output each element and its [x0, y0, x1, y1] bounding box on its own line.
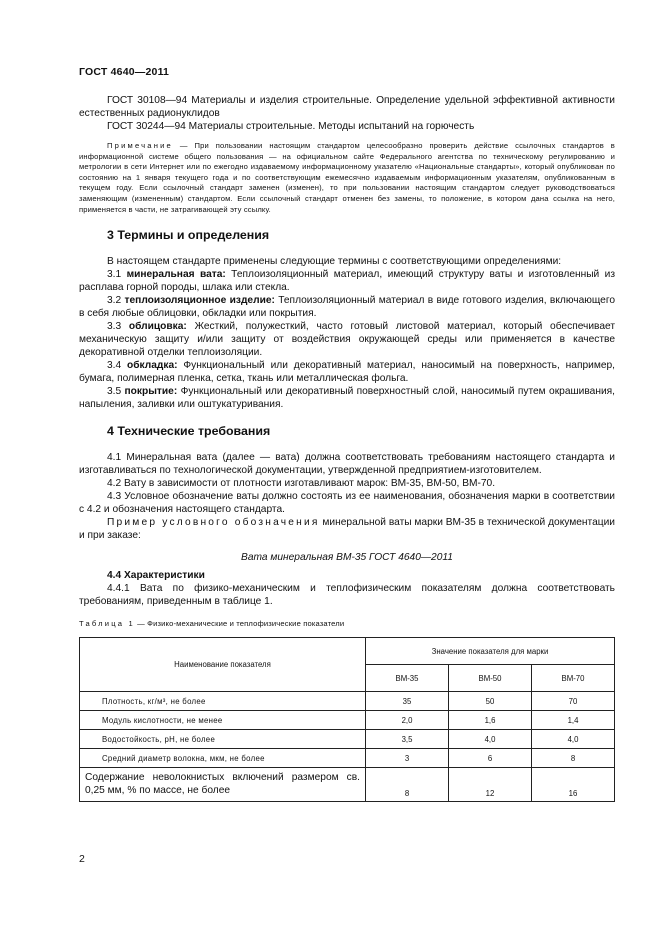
term-name: облицовка:: [128, 321, 187, 333]
table-row: [80, 692, 615, 711]
term-number: 3.4: [107, 360, 128, 372]
note-label: Примечание: [107, 141, 173, 150]
reference-note: [79, 141, 615, 215]
row-indicator-name: Модуль кислотности, не менее: [80, 711, 366, 730]
row-value: 3: [366, 749, 449, 768]
clause-4-3: 4.3 Условное обозначение ваты должно состоять из ее наименования, обозначения марки в соответствии с 4.2 и обозначения настоящего стандарта.: [79, 491, 615, 516]
row-value: 1,4: [532, 711, 615, 730]
row-value: 16: [532, 768, 615, 802]
subsection-4-4-heading: 4.4 Характеристики: [107, 570, 205, 582]
clause-4-4-1: 4.4.1 Вата по физико-механическим и теплофизическим показателям должна соответствовать требованиям, приведенным в таблице 1.: [79, 583, 615, 608]
table-header-mark: ВМ-35: [366, 665, 449, 692]
term-definition-text: Теплоизоляционный материал в виде готового изделия, включающего в себя любые облицовки, обкладки или покрытия.: [79, 295, 615, 320]
term-definition: [79, 268, 615, 294]
row-value: 2,0: [366, 711, 449, 730]
reference-item: ГОСТ 30108—94 Материалы и изделия строительные. Определение удельной эффективной активности естественных радионуклидов: [79, 95, 615, 119]
reference-item: ГОСТ 30244—94 Материалы строительные. Методы испытаний на горючесть: [107, 121, 475, 132]
row-value: 35: [366, 692, 449, 711]
table-header-value-group: Значение показателя для марки: [366, 638, 615, 665]
example-paragraph: [79, 516, 615, 542]
clause-4-2: 4.2 Вату в зависимости от плотности изготавливают марок: ВМ-35, ВМ-50, ВМ-70.: [107, 478, 496, 490]
row-indicator-name: Водостойкость, pH, не более: [80, 730, 366, 749]
table-header-mark: ВМ-70: [532, 665, 615, 692]
table-caption-label: Таблица 1: [79, 619, 135, 629]
section-4-heading: 4 Технические требования: [107, 424, 271, 439]
term-number: 3.5: [107, 386, 125, 398]
term-name: покрытие:: [124, 386, 178, 398]
row-indicator-name: Плотность, кг/м³, не более: [80, 692, 366, 711]
table-row: [80, 768, 615, 802]
table-row: [80, 749, 615, 768]
table-caption: [79, 619, 615, 629]
row-value: 3,5: [366, 730, 449, 749]
row-value: 50: [449, 692, 532, 711]
term-definition-text: Жесткий, полужесткий, часто готовый листовой материал, который обеспечивает механическую защиту и/или защиту от воздействия окружающей среды или применяется в качестве декоративной отделки теплоизоляции.: [79, 321, 615, 359]
row-indicator-name: Содержание неволокнистых включений размером св. 0,25 мм, % по массе, не более: [80, 768, 366, 802]
term-number: 3.1: [107, 269, 127, 281]
term-definition: [79, 385, 615, 411]
properties-table: [79, 637, 615, 802]
table-row: [80, 711, 615, 730]
term-name: теплоизоляционное изделие:: [124, 295, 275, 307]
term-definition-text: Функциональный или декоративный поверхностный слой, наносимый путем окрашивания, напыления, заливки или оштукатуривания.: [79, 386, 615, 411]
row-indicator-name: Средний диаметр волокна, мкм, не более: [80, 749, 366, 768]
row-value: 1,6: [449, 711, 532, 730]
table-caption-text: — Физико-механические и теплофизические показатели: [134, 619, 345, 629]
note-text: — При пользовании настоящим стандартом целесообразно проверить действие ссылочных стандартов в информационной системе общего пользования — на официальном сайте Федерального агентства по техническому регулированию и метрологии в сети Интернет или по ежегодно издаваемому информационному указателю «Национальные стандарты», который опубликован по состоянию на 1 января текущего года и по соответствующим ежемесячно издаваемым информационным указателям, опубликованным в текущем году. Если ссылочный стандарт заменен (изменен), то при пользовании настоящим стандартом следует руководствоваться заменяющим (измененным) стандартом. Если ссылочный стандарт отменен без замены, то положение, в котором дана ссылка на него, применяется в части, не затрагивающей эту ссылку.: [79, 141, 615, 214]
term-number: 3.3: [107, 321, 129, 333]
normative-references: [79, 94, 615, 133]
row-value: 4,0: [532, 730, 615, 749]
table-header-indicator: Наименование показателя: [80, 638, 366, 692]
page-number: 2: [79, 853, 85, 865]
document-body: [79, 90, 615, 802]
example-text: минеральной ваты марки ВМ-35 в технической документации и при заказе:: [79, 517, 615, 542]
term-definition: [79, 359, 615, 385]
term-definition-text: Функциональный или декоративный материал, наносимый на поверхность, например, бумага, полимерная пленка, сетка, ткань или металлическая фольга.: [79, 360, 615, 385]
term-definition-text: Теплоизоляционный материал, имеющий структуру ваты и изготовленный из расплава горной породы, шлака или стекла.: [79, 269, 615, 294]
table-header-mark: ВМ-50: [449, 665, 532, 692]
row-value: 8: [366, 768, 449, 802]
clause-4-1: 4.1 Минеральная вата (далее — вата) должна соответствовать требованиям настоящего стандарта и изготавливаться по технологической документации, утвержденной предприятием-изготовителем.: [79, 452, 615, 477]
term-name: обкладка:: [127, 360, 178, 372]
row-value: 6: [449, 749, 532, 768]
section-3-intro: В настоящем стандарте применены следующие термины с соответствующими определениями:: [107, 256, 562, 268]
term-number: 3.2: [107, 295, 125, 307]
example-designation: Вата минеральная ВМ-35 ГОСТ 4640—2011: [241, 552, 453, 564]
row-value: 8: [532, 749, 615, 768]
term-definition: [79, 320, 615, 359]
example-label: Пример условного обозначения: [107, 517, 320, 529]
table-row: [80, 730, 615, 749]
term-definition: [79, 294, 615, 320]
page-header-standard-code: ГОСТ 4640—2011: [79, 66, 170, 78]
section-3-heading: 3 Термины и определения: [107, 228, 270, 243]
row-value: 70: [532, 692, 615, 711]
row-value: 12: [449, 768, 532, 802]
row-value: 4,0: [449, 730, 532, 749]
term-name: минеральная вата:: [126, 269, 226, 281]
